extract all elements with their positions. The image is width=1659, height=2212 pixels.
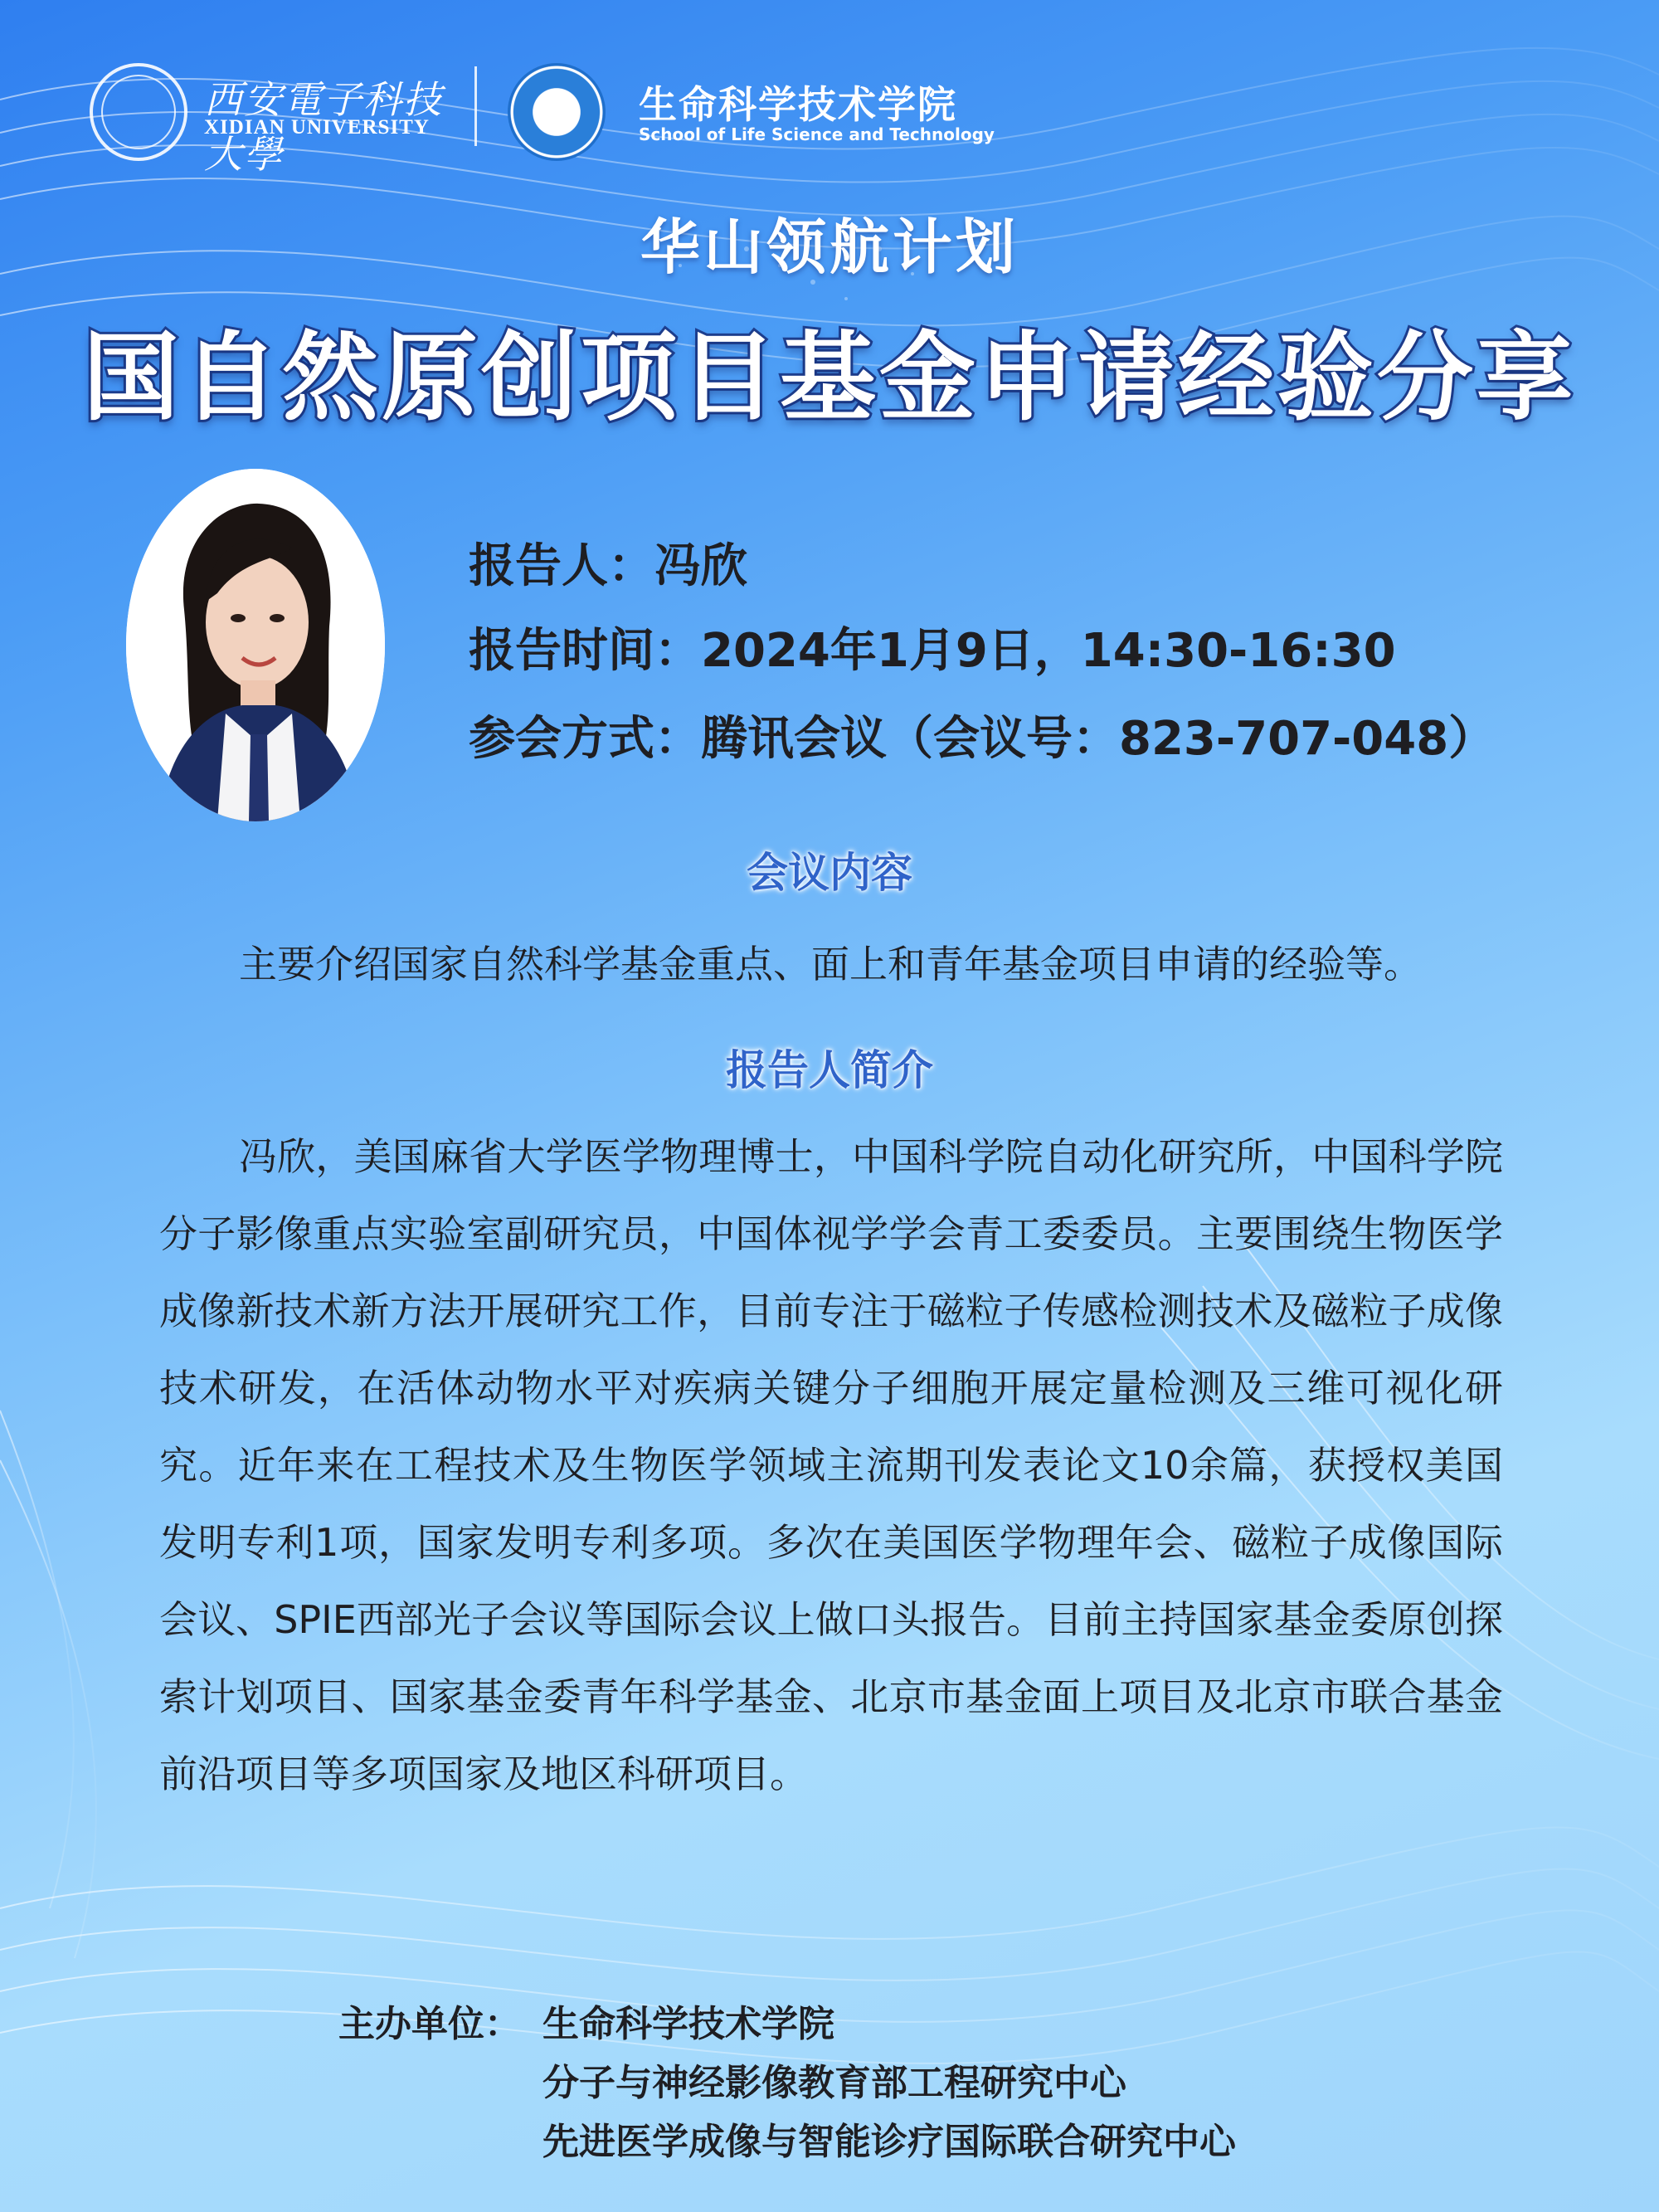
main-title: 国自然原创项目基金申请经验分享 bbox=[83, 322, 1576, 434]
organizer-item: 分子与神经影像教育部工程研究中心 bbox=[542, 2062, 1126, 2104]
bio-heading: 报告人简介 bbox=[726, 1046, 933, 1094]
time-line: 报告时间：2024年1月9日，14:30-16:30 bbox=[469, 624, 1396, 678]
organizer-item: 生命科学技术学院 bbox=[542, 2003, 834, 2045]
university-name-en: XIDIAN UNIVERSITY bbox=[204, 116, 430, 139]
organizer-label: 主办单位： bbox=[338, 2003, 521, 2045]
speaker-portrait-icon bbox=[126, 469, 385, 821]
header-divider bbox=[474, 66, 477, 146]
meeting-method-line: 参会方式：腾讯会议（会议号：823-707-048） bbox=[469, 712, 1496, 766]
content-paragraph: 主要介绍国家自然科学基金重点、面上和青年基金项目申请的经验等。 bbox=[239, 942, 1422, 987]
bio-paragraph: 冯欣，美国麻省大学医学物理博士，中国科学院自动化研究所，中国科学院分子影像重点实验室副研究员，中国体视学学会青工委委员。主要围绕生物医学成像新技术新方法开展研究工作，目前专注于磁粒子传感检测技术及磁粒子成像技术研发，在活体动物水平对疾病关键分子细胞开展定量检测及三维可视化研究。近年来在工程技术及生物医学领域主流期刊发表论文10余篇，获授权美国发明专利1项，国家发明专利多项。多次在美国医学物理年会、磁粒子成像国际会议、SPIE西部光子会议等国际会议上做口头报告。目前主持国家基金委原创探索计划项目、国家基金委青年科学基金、北京市基金面上项目及北京市联合基金前沿项目等多项国家及地区科研项目。 bbox=[159, 1134, 1503, 1796]
xidian-university-seal-icon bbox=[90, 63, 187, 161]
university-name-cn: 西安電子科技大學 bbox=[204, 77, 443, 177]
program-subtitle: 华山领航计划 bbox=[640, 212, 1019, 282]
organizer-item: 先进医学成像与智能诊疗国际联合研究中心 bbox=[542, 2121, 1236, 2163]
school-seal-icon bbox=[508, 63, 606, 161]
school-name-en: School of Life Science and Technology bbox=[639, 124, 995, 144]
speaker-line: 报告人：冯欣 bbox=[469, 539, 747, 593]
school-name-cn: 生命科学技术学院 bbox=[639, 82, 957, 127]
content-heading: 会议内容 bbox=[747, 849, 912, 897]
